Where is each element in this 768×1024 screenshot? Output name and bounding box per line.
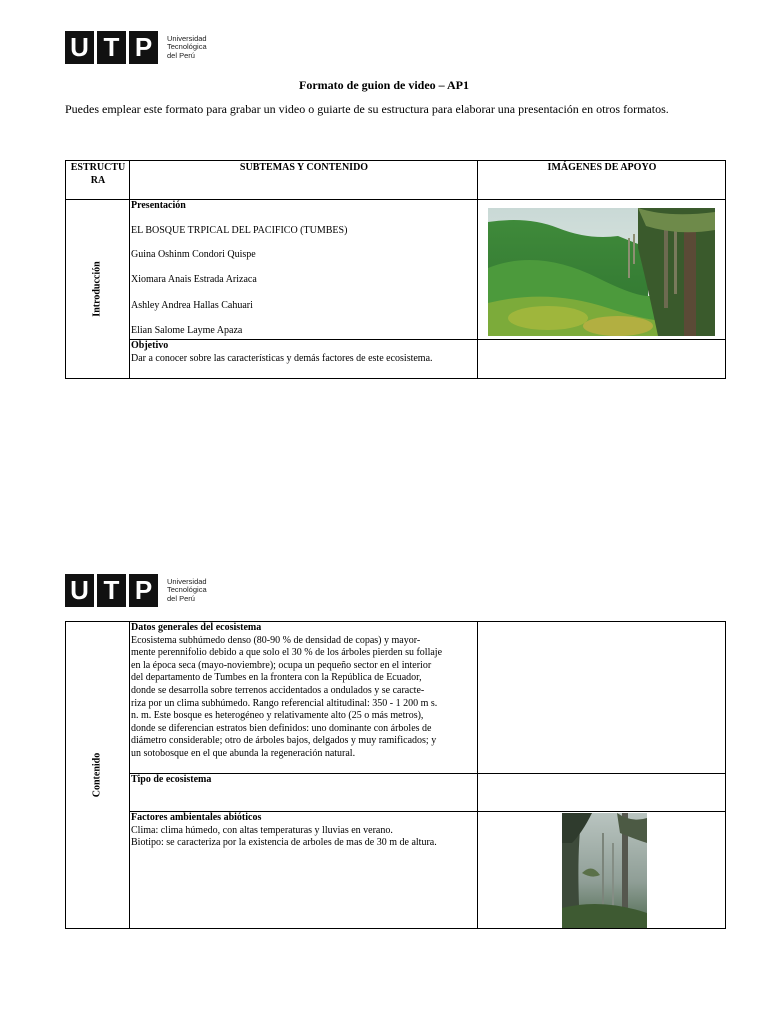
- logo-letter-u: U: [65, 31, 94, 64]
- section-label-contenido: Contenido: [91, 752, 103, 798]
- general-data-line: riza por un clima subhúmedo. Rango referencial altitudinal: 350 - 1 200 m s.: [131, 697, 438, 709]
- biotope-text: Biotipo: se caracteriza por la existencia de arboles de mas de 30 m de altura.: [131, 837, 437, 849]
- logo-university-name: Universidad Tecnológica del Perú: [167, 33, 207, 60]
- misty-forest-photo: [562, 813, 647, 928]
- general-data-label: Datos generales del ecosistema: [131, 622, 262, 633]
- objective-label: Objetivo: [131, 340, 169, 351]
- ecosystem-type-cell: [130, 774, 478, 812]
- climate-text: Clima: clima húmedo, con altas temperaturas y lluvias en verano.: [131, 824, 393, 836]
- general-data-line: donde se diferencian estratos bien definidos: uno dominante con árboles de: [131, 722, 432, 734]
- section-label-introduccion: Introducción: [91, 261, 103, 317]
- section-cell-contenido: [66, 622, 130, 929]
- logo-letter-t: T: [97, 574, 126, 607]
- logo-university-name: Universidad Tecnológica del Perú: [167, 576, 207, 603]
- objective-cell: [130, 340, 478, 379]
- general-data-line: n. m. Este bosque es heterogéneo y relativamente alto (25 o más metros),: [131, 710, 424, 722]
- ecosystem-type-label: Tipo de ecosistema: [131, 774, 212, 785]
- header-images: IMÁGENES DE APOYO: [478, 161, 726, 200]
- general-data-line: un sotobosque en el que abunda la regeneración natural.: [131, 747, 356, 759]
- logo-letter-u: U: [65, 574, 94, 607]
- general-data-line: donde se desarrolla sobre terrenos accidentados a ondulados y se caracte-: [131, 684, 425, 696]
- general-data-line: mente perennifolio debido a que solo el 30 % de los árboles pierden su follaje: [131, 647, 443, 659]
- utp-logo: [65, 31, 207, 64]
- logo-letter-t: T: [97, 31, 126, 64]
- general-data-line: diámetro considerable; otro de árboles bajos, delgados y muy ramificados; y: [131, 735, 437, 747]
- logo-letter-p: P: [129, 31, 158, 64]
- presentation-label: Presentación: [131, 200, 186, 211]
- general-data-line: Ecosistema subhúmedo denso (80-90 % de densidad de copas) y mayor-: [131, 634, 421, 646]
- image-cell-objective: [478, 340, 726, 379]
- page-title: Formato de guion de video – AP1: [299, 78, 469, 92]
- intro-paragraph: Puedes emplear este formato para grabar un video o guiarte de su estructura para elaborar una presentación en otros formatos.: [65, 102, 669, 116]
- general-data-line: en la época seca (mayo-noviembre); ocupa un pequeño sector en el interior: [131, 659, 432, 671]
- image-cell-general-data: [478, 622, 726, 774]
- member-name: Ashley Andrea Hallas Cahuari: [131, 299, 253, 311]
- logo-letter-p: P: [129, 574, 158, 607]
- presentation-cell: [130, 200, 478, 340]
- abiotic-factors-label: Factores ambientales abióticos: [131, 812, 262, 823]
- general-data-line: del departamento de Tumbes en la frontera con la República de Ecuador,: [131, 672, 422, 684]
- forest-landscape-photo: [488, 208, 715, 336]
- general-data-cell: [130, 622, 478, 774]
- topic-title: EL BOSQUE TRPICAL DEL PACIFICO (TUMBES): [131, 224, 348, 236]
- member-name: Guina Oshinm Condori Quispe: [131, 249, 256, 261]
- member-name: Xiomara Anais Estrada Arizaca: [131, 274, 257, 286]
- header-subtopics: SUBTEMAS Y CONTENIDO: [130, 161, 478, 200]
- member-name: Elian Salome Layme Apaza: [131, 324, 243, 336]
- image-cell-ecosystem-type: [478, 774, 726, 812]
- section-cell-introduccion: [66, 200, 130, 379]
- objective-text: Dar a conocer sobre las características y demás factores de este ecosistema.: [131, 352, 433, 364]
- utp-logo: [65, 574, 207, 607]
- abiotic-factors-cell: [130, 812, 478, 929]
- header-structure: ESTRUCTU RA: [66, 161, 130, 200]
